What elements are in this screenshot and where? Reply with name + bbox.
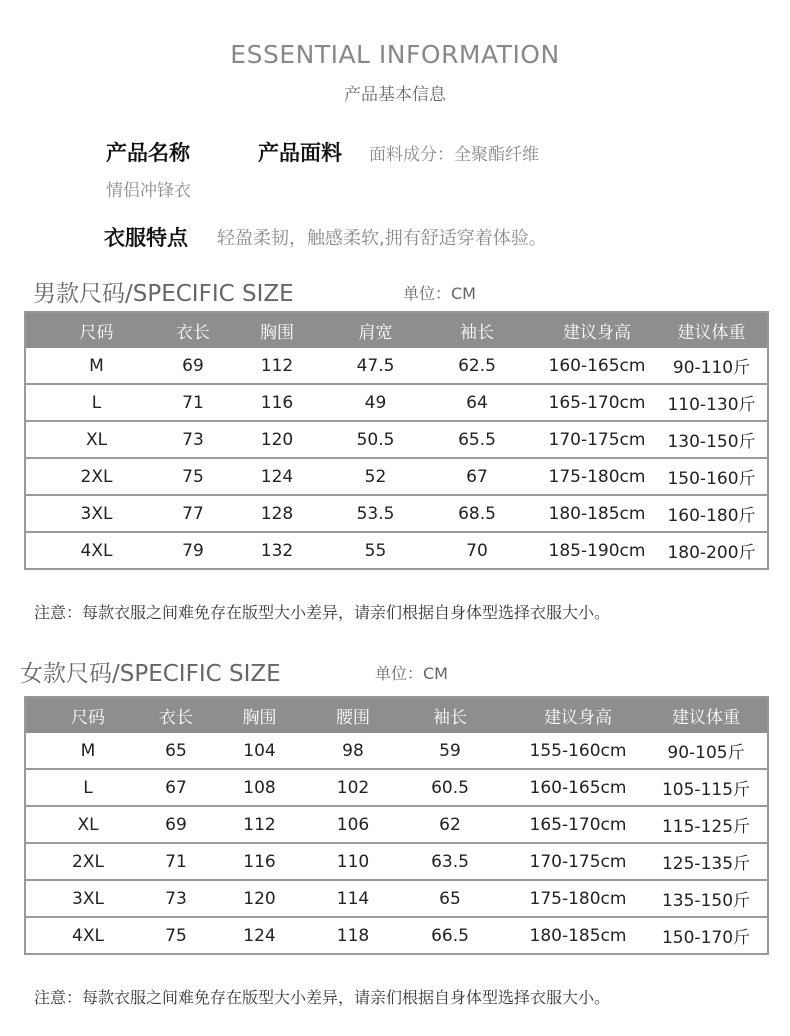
table-cell: 150-160斤 — [656, 457, 767, 494]
men-col-header: 胸围 — [219, 313, 335, 348]
table-cell: 68.5 — [416, 494, 538, 531]
table-cell: 4XL — [26, 916, 150, 953]
table-cell: 2XL — [26, 842, 150, 879]
table-cell: 114 — [317, 879, 389, 916]
table-cell: 116 — [202, 842, 317, 879]
men-note: 注意：每款衣服之间难免存在版型大小差异，请亲们根据自身体型选择衣服大小。 — [34, 603, 611, 622]
table-cell: 132 — [219, 531, 335, 568]
table-cell: 98 — [317, 733, 389, 768]
table-cell: 106 — [317, 805, 389, 842]
table-cell: 125-135斤 — [645, 842, 767, 879]
page-title-cn: 产品基本信息 — [344, 85, 446, 105]
table-cell: 160-165cm — [511, 768, 645, 805]
table-row — [26, 879, 767, 916]
men-col-header: 尺码 — [26, 313, 167, 348]
table-cell: 112 — [202, 805, 317, 842]
men-header-row — [26, 313, 767, 348]
table-cell: 52 — [335, 457, 416, 494]
table-row — [26, 383, 767, 420]
table-cell: 105-115斤 — [645, 768, 767, 805]
table-cell: 66.5 — [389, 916, 511, 953]
table-cell: 62.5 — [416, 348, 538, 383]
table-cell: 67 — [416, 457, 538, 494]
table-cell: 90-110斤 — [656, 348, 767, 383]
women-size-title: 女款尺码/SPECIFIC SIZE — [20, 661, 281, 687]
table-cell: 69 — [167, 348, 219, 383]
page-title-en: ESSENTIAL INFORMATION — [230, 40, 560, 69]
table-row — [26, 916, 767, 953]
product-feature-value: 轻盈柔韧，触感柔软,拥有舒适穿着体验。 — [217, 228, 547, 249]
table-cell: 150-170斤 — [645, 916, 767, 953]
table-cell: M — [26, 348, 167, 383]
table-cell: 120 — [202, 879, 317, 916]
table-cell: 49 — [335, 383, 416, 420]
table-cell: XL — [26, 420, 167, 457]
table-cell: 50.5 — [335, 420, 416, 457]
men-col-header: 衣长 — [167, 313, 219, 348]
table-cell: 128 — [219, 494, 335, 531]
women-col-header: 建议身高 — [511, 698, 645, 733]
table-cell: 70 — [416, 531, 538, 568]
table-row — [26, 348, 767, 383]
table-cell: 77 — [167, 494, 219, 531]
table-row — [26, 420, 767, 457]
table-cell: 120 — [219, 420, 335, 457]
table-cell: 175-180cm — [511, 879, 645, 916]
table-cell: 71 — [167, 383, 219, 420]
table-cell: 130-150斤 — [656, 420, 767, 457]
table-cell: 75 — [167, 457, 219, 494]
table-cell: 165-170cm — [511, 805, 645, 842]
men-size-title: 男款尺码/SPECIFIC SIZE — [33, 281, 294, 307]
men-col-header: 肩宽 — [335, 313, 416, 348]
table-cell: 155-160cm — [511, 733, 645, 768]
women-col-header: 胸围 — [202, 698, 317, 733]
table-cell: 2XL — [26, 457, 167, 494]
men-unit: 单位：CM — [403, 284, 476, 303]
table-cell: 62 — [389, 805, 511, 842]
women-size-table — [24, 696, 769, 955]
table-cell: 79 — [167, 531, 219, 568]
product-name-label: 产品名称 — [106, 141, 190, 165]
table-cell: 90-105斤 — [645, 733, 767, 768]
table-cell: 180-185cm — [511, 916, 645, 953]
table-cell: 118 — [317, 916, 389, 953]
women-col-header: 腰围 — [317, 698, 389, 733]
table-cell: L — [26, 768, 150, 805]
women-col-header: 袖长 — [389, 698, 511, 733]
table-cell: 102 — [317, 768, 389, 805]
table-row — [26, 842, 767, 879]
men-col-header: 袖长 — [416, 313, 538, 348]
men-col-header: 建议身高 — [538, 313, 656, 348]
table-cell: 115-125斤 — [645, 805, 767, 842]
table-cell: 47.5 — [335, 348, 416, 383]
table-row — [26, 457, 767, 494]
table-cell: 175-180cm — [538, 457, 656, 494]
table-row — [26, 805, 767, 842]
table-cell: XL — [26, 805, 150, 842]
table-cell: 67 — [150, 768, 202, 805]
product-feature-label: 衣服特点 — [104, 226, 188, 250]
product-fabric-value: 面料成分：全聚酯纤维 — [369, 145, 539, 165]
table-cell: 170-175cm — [538, 420, 656, 457]
table-cell: 73 — [167, 420, 219, 457]
table-cell: 170-175cm — [511, 842, 645, 879]
table-cell: 64 — [416, 383, 538, 420]
table-row — [26, 531, 767, 568]
table-cell: 160-180斤 — [656, 494, 767, 531]
women-col-header: 建议体重 — [645, 698, 767, 733]
table-row — [26, 768, 767, 805]
table-cell: 3XL — [26, 494, 167, 531]
table-cell: 63.5 — [389, 842, 511, 879]
product-fabric-label: 产品面料 — [258, 141, 342, 165]
table-cell: M — [26, 733, 150, 768]
table-cell: 160-165cm — [538, 348, 656, 383]
table-row — [26, 494, 767, 531]
table-cell: 59 — [389, 733, 511, 768]
table-cell: 75 — [150, 916, 202, 953]
table-cell: 185-190cm — [538, 531, 656, 568]
women-col-header: 尺码 — [26, 698, 150, 733]
table-cell: L — [26, 383, 167, 420]
table-cell: 65 — [389, 879, 511, 916]
table-cell: 180-185cm — [538, 494, 656, 531]
table-cell: 180-200斤 — [656, 531, 767, 568]
table-cell: 124 — [202, 916, 317, 953]
table-cell: 65.5 — [416, 420, 538, 457]
product-name-value: 情侣冲锋衣 — [106, 181, 191, 201]
table-cell: 104 — [202, 733, 317, 768]
table-cell: 69 — [150, 805, 202, 842]
table-cell: 3XL — [26, 879, 150, 916]
table-cell: 4XL — [26, 531, 167, 568]
table-cell: 108 — [202, 768, 317, 805]
women-col-header: 衣长 — [150, 698, 202, 733]
women-unit: 单位：CM — [375, 664, 448, 683]
table-row — [26, 733, 767, 768]
table-cell: 110-130斤 — [656, 383, 767, 420]
table-cell: 135-150斤 — [645, 879, 767, 916]
women-note: 注意：每款衣服之间难免存在版型大小差异，请亲们根据自身体型选择衣服大小。 — [34, 988, 611, 1007]
table-cell: 116 — [219, 383, 335, 420]
table-cell: 110 — [317, 842, 389, 879]
table-cell: 165-170cm — [538, 383, 656, 420]
table-cell: 60.5 — [389, 768, 511, 805]
men-size-table — [24, 311, 769, 570]
women-header-row — [26, 698, 767, 733]
table-cell: 55 — [335, 531, 416, 568]
table-cell: 53.5 — [335, 494, 416, 531]
men-col-header: 建议体重 — [656, 313, 767, 348]
table-cell: 71 — [150, 842, 202, 879]
table-cell: 65 — [150, 733, 202, 768]
table-cell: 73 — [150, 879, 202, 916]
table-cell: 112 — [219, 348, 335, 383]
table-cell: 124 — [219, 457, 335, 494]
